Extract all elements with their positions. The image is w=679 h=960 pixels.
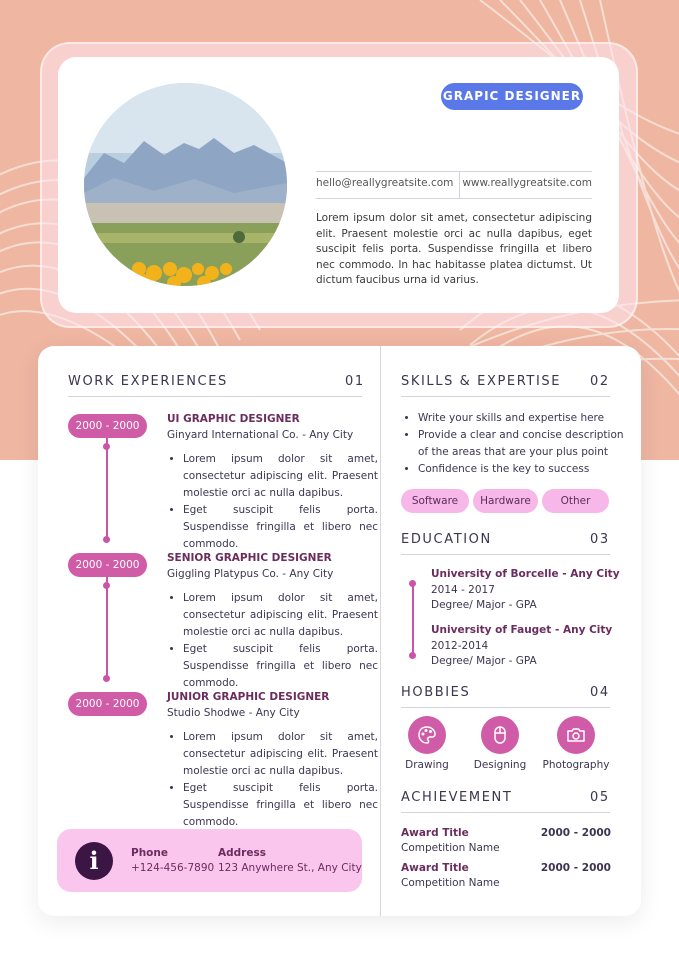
- work-heading: WORK EXPERIENCES: [68, 374, 228, 389]
- education-number: 03: [590, 532, 610, 547]
- award-dates: 2000 - 2000: [540, 827, 611, 839]
- achievement-number: 05: [590, 790, 610, 805]
- list-item: • Lorem ipsum dolor sit amet, consectetur adipiscing elit. Praesent molestie orci ac nulla dapibus.: [183, 729, 378, 780]
- email-link[interactable]: hello@reallygreatsite.com: [316, 177, 454, 189]
- list-item: • Eget suscipit felis porta. Suspendisse fringilla et libero nec commodo.: [183, 780, 378, 831]
- website-link[interactable]: www.reallygreatsite.com: [462, 177, 592, 189]
- info-icon: i: [75, 842, 113, 880]
- hobby-label: Photography: [542, 759, 610, 771]
- divider: [459, 172, 460, 198]
- award-title: Award Title: [401, 862, 469, 874]
- about-text: Lorem ipsum dolor sit amet, consectetur adipiscing elit. Praesent molestie orci ac nulla dapibus, eget suscipit felis porta. Suspendisse fringilla et libero nec commodo. In hac habitasse platea dictumst. Ut dictum faucibus urna id varius.: [316, 212, 592, 286]
- divider: [401, 812, 610, 813]
- job-bullets: [167, 590, 378, 692]
- phone-value[interactable]: +124-456-7890: [131, 862, 215, 874]
- timeline-dot: [103, 582, 110, 589]
- skill-tag: Other: [542, 489, 609, 513]
- school-name: University of Fauget - Any City: [431, 624, 613, 636]
- skill-tag: Hardware: [473, 489, 538, 513]
- divider: [401, 707, 610, 708]
- achievement-heading: ACHIEVEMENT: [401, 790, 513, 805]
- job-company: Giggling Platypus Co. - Any City: [167, 568, 334, 580]
- award-dates: 2000 - 2000: [540, 862, 611, 874]
- camera-icon: [557, 716, 595, 754]
- list-item: • Confidence is the key to success: [418, 461, 630, 478]
- hobby-label: Drawing: [405, 759, 449, 771]
- address-value: 123 Anywhere St., Any City: [218, 862, 362, 874]
- job-dates: 2000 - 2000: [68, 414, 147, 438]
- job-dates: 2000 - 2000: [68, 692, 147, 716]
- job-bullets: [167, 451, 378, 553]
- job-bullets: [167, 729, 378, 831]
- job-title: JUNIOR GRAPHIC DESIGNER: [167, 691, 330, 703]
- job-title: SENIOR GRAPHIC DESIGNER: [167, 552, 332, 564]
- hobbies-number: 04: [590, 685, 610, 700]
- list-item: • Write your skills and expertise here: [418, 410, 630, 427]
- list-item: • Provide a clear and concise description of the areas that are your plus point: [418, 427, 630, 461]
- school-degree: Degree/ Major - GPA: [431, 655, 537, 667]
- contact-row: [316, 171, 592, 199]
- job-company: Studio Shodwe - Any City: [167, 707, 300, 719]
- divider: [401, 554, 610, 555]
- school-name: University of Borcelle - Any City: [431, 568, 620, 580]
- timeline-dot: [103, 443, 110, 450]
- award-subtitle: Competition Name: [401, 877, 500, 889]
- education-heading: EDUCATION: [401, 532, 492, 547]
- timeline-line: [106, 438, 108, 539]
- skills-number: 02: [590, 374, 610, 389]
- award-title: Award Title: [401, 827, 469, 839]
- award-subtitle: Competition Name: [401, 842, 500, 854]
- list-item: • Eget suscipit felis porta. Suspendisse fringilla et libero nec commodo.: [183, 502, 378, 553]
- skill-tag: Software: [401, 489, 469, 513]
- timeline-dot: [409, 580, 416, 587]
- job-title-badge: GRAPIC DESIGNER: [441, 83, 583, 110]
- school-years: 2014 - 2017: [431, 584, 495, 596]
- timeline-dot: [103, 536, 110, 543]
- list-item: • Lorem ipsum dolor sit amet, consectetur adipiscing elit. Praesent molestie orci ac nulla dapibus.: [183, 451, 378, 502]
- divider: [401, 396, 610, 397]
- list-item: • Lorem ipsum dolor sit amet, consectetur adipiscing elit. Praesent molestie orci ac nulla dapibus.: [183, 590, 378, 641]
- profile-photo: [84, 83, 287, 286]
- timeline-dot: [103, 675, 110, 682]
- timeline-line: [106, 577, 108, 678]
- job-company: Ginyard International Co. - Any City: [167, 429, 354, 441]
- school-degree: Degree/ Major - GPA: [431, 599, 537, 611]
- address-label: Address: [218, 847, 266, 859]
- list-item: • Eget suscipit felis porta. Suspendisse fringilla et libero nec commodo.: [183, 641, 378, 692]
- timeline-dot: [409, 652, 416, 659]
- school-years: 2012-2014: [431, 640, 489, 652]
- job-title: UI GRAPHIC DESIGNER: [167, 413, 300, 425]
- divider: [68, 396, 362, 397]
- mouse-icon: [481, 716, 519, 754]
- column-divider: [380, 346, 381, 916]
- job-dates: 2000 - 2000: [68, 553, 147, 577]
- hobbies-heading: HOBBIES: [401, 685, 471, 700]
- skills-heading: SKILLS & EXPERTISE: [401, 374, 562, 389]
- timeline-line: [412, 583, 414, 657]
- phone-label: Phone: [131, 847, 168, 859]
- palette-icon: [408, 716, 446, 754]
- work-number: 01: [345, 374, 365, 389]
- skills-list: [401, 410, 630, 478]
- hobby-label: Designing: [473, 759, 527, 771]
